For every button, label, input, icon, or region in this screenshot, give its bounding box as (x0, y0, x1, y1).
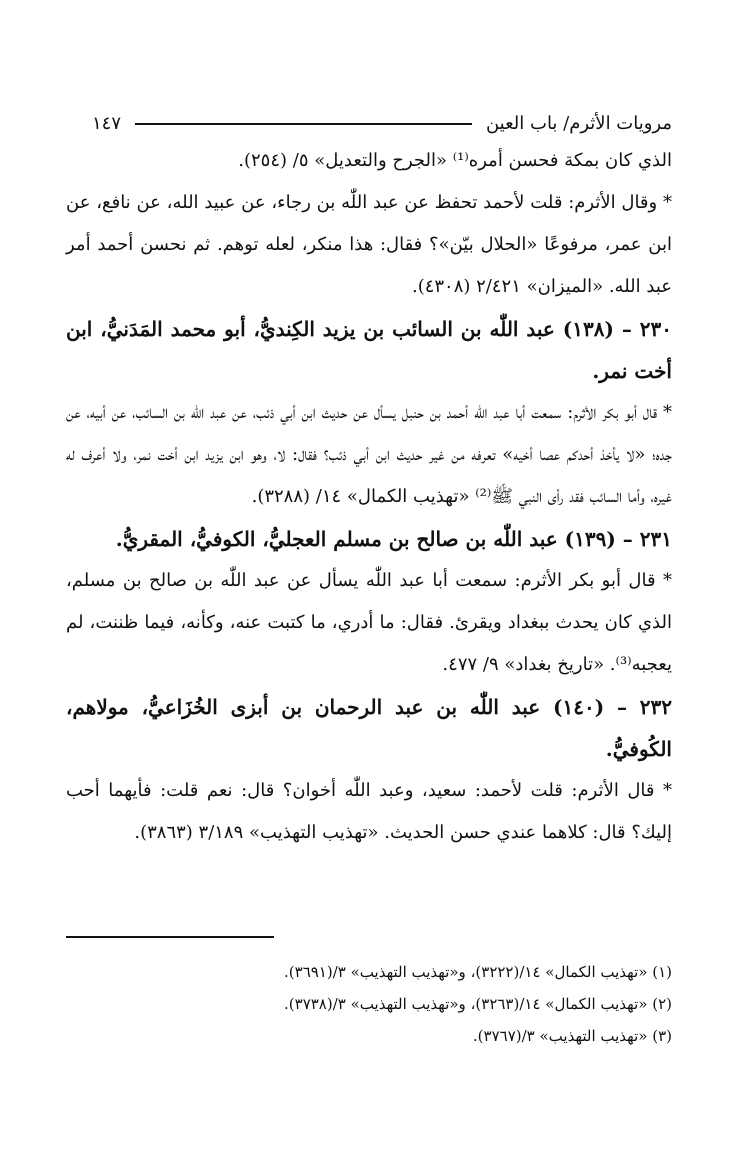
running-header (92, 100, 672, 134)
main-text (66, 140, 672, 854)
entry-heading-232: ٢٣٢ – (١٤٠) عبد اللّٰه بن عبد الرحمان بن أبزى الخُزَاعيُّ، مولاهم، الكُوفيُّ. (66, 695, 673, 761)
entry-heading-230: ٢٣٠ – (١٣٨) عبد اللّٰه بن السائب بن يزيد الكِنديُّ، أبو محمد المَدَنيُّ، ابن أخت نمر. (66, 317, 673, 383)
paragraph-narration: * وقال الأثرم: قلت لأحمد تحفظ عن عبد اللّٰه بن رجاء، عن عبيد الله، عن نافع، عن ابن عمر، مرفوعًا «الحلال بيّن»؟ فقال: هذا منكر، لعله توهم. ثم نحسن أحمد أمر عبد الله. «الميزان» ٢/٤٢١ (٤٣٠٨). (66, 192, 672, 297)
paragraph-narration: * قال أبو بكر الأثرم: سمعت أبا عبد اللّٰه أحمد بن حنبل يسأل عن حديث ابن أبي ذئب، عن عبد اللّٰه بن السائب، عن أبيه، عن جده؛ «لا يأخذ أحدكم عصا أخيه» تعرفه من غير حديث ابن أبي ذئب؟ فقال: لا، وهو ابن يزيد ابن أخت نمر، ولا أعرف له غيره، وأما السائب فقد رأى النبي ﷺ⁽²⁾ «تهذيب الكمال» ١٤/ (٣٢٨٨). (66, 402, 672, 507)
footnotes (66, 956, 672, 1052)
entry-heading-231: ٢٣١ – (١٣٩) عبد اللّٰه بن صالح بن مسلم العجليُّ، الكوفيُّ، المقريُّ. (115, 527, 672, 551)
header-title: مرويات الأثرم/ باب العين (485, 113, 672, 134)
footnote-1: (١) «تهذيب الكمال» ١٤/(٣٢٢٢)، و«تهذيب التهذيب» ٣/(٣٦٩١). (284, 963, 672, 981)
header-rule (135, 123, 472, 125)
paragraph-narration: * قال أبو بكر الأثرم: سمعت أبا عبد اللّٰه يسأل عن عبد اللّٰه بن صالح بن مسلم، الذي كان يحدث ببغداد ويقرئ. فقال: ما أدري، ما كتبت عنه، وكأنه، فيما ظننت، لم يعجبه⁽³⁾. «تاريخ بغداد» ٩/ ٤٧٧. (66, 570, 672, 675)
footnote-3: (٣) «تهذيب التهذيب» ٣/(٣٧٦٧). (472, 1027, 672, 1045)
page-number: ١٤٧ (92, 113, 122, 134)
paragraph-narration: * قال الأثرم: قلت لأحمد: سعيد، وعبد اللّٰه أخوان؟ قال: نعم قلت: فأيهما أحب إليك؟ قال: كلاهما عندي حسن الحديث. «تهذيب التهذيب» ٣/١٨٩ (٣٨٦٣). (66, 780, 672, 843)
footnote-separator (66, 936, 274, 938)
paragraph-continuation: الذي كان بمكة فحسن أمره⁽¹⁾ «الجرح والتعديل» ٥/ (٢٥٤). (238, 150, 672, 171)
footnote-2: (٢) «تهذيب الكمال» ١٤/(٣٢٦٣)، و«تهذيب التهذيب» ٣/(٣٧٣٨). (284, 995, 672, 1013)
